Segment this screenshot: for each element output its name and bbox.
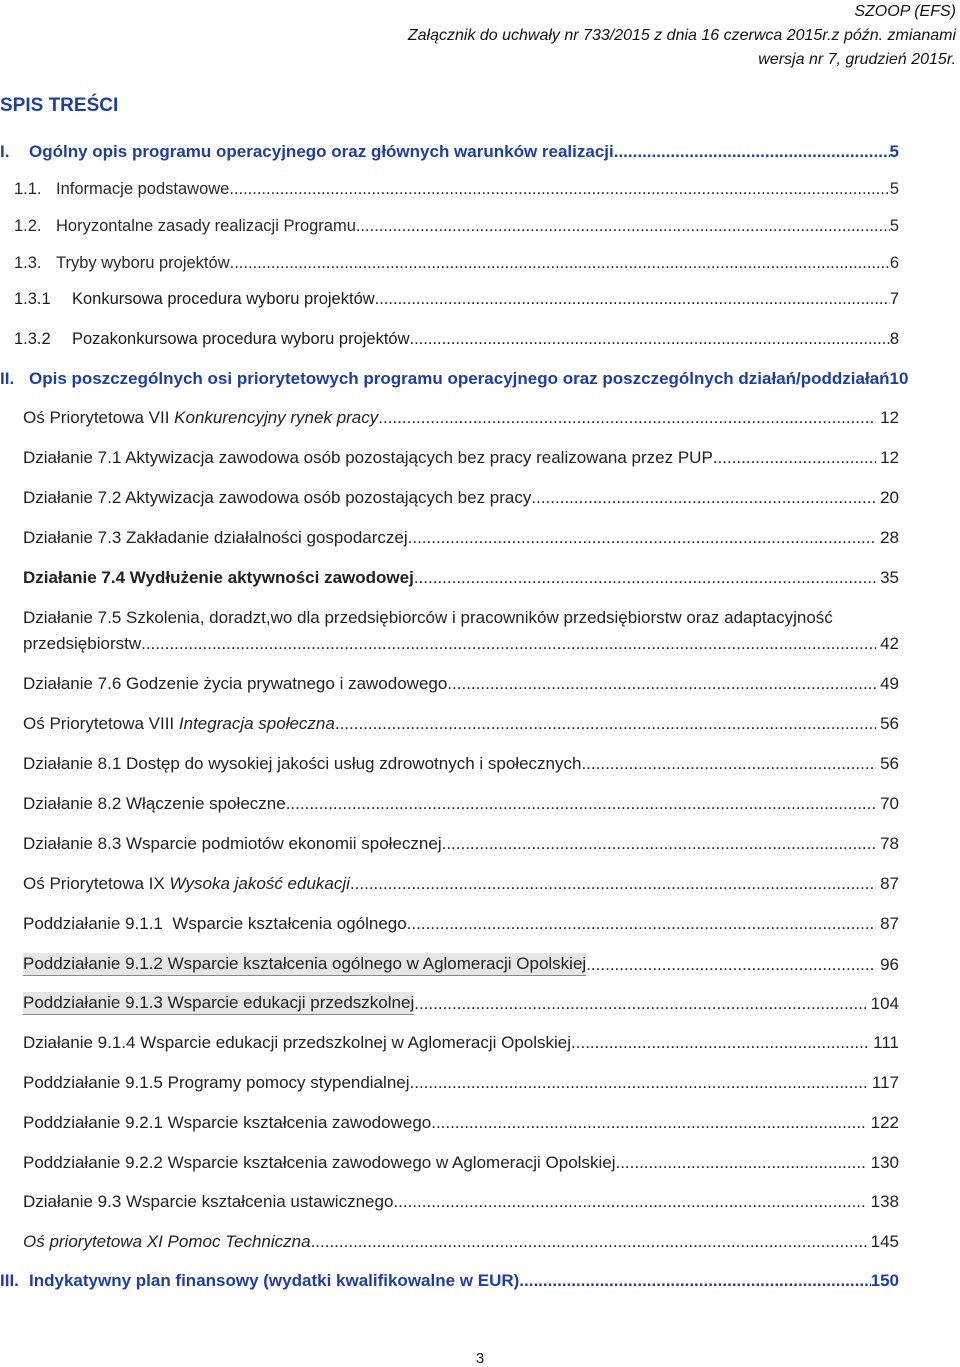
toc-entry-label-line1: Działanie 7.5 Szkolenia, doradzt,wo dla przedsiębiorców i pracowników przedsiębiorstw oraz adaptacyjność <box>23 608 833 627</box>
toc-entry-page: 138 <box>870 1192 899 1211</box>
toc-leader-dots <box>410 328 890 350</box>
axis-prefix: Oś Priorytetowa IX <box>23 874 165 893</box>
toc-entry-action-9-3[interactable] <box>0 1191 899 1213</box>
toc-leader-dots <box>531 487 876 509</box>
toc-entry-page: 56 <box>880 754 899 773</box>
toc-entry-action-9-1-4[interactable] <box>0 1032 899 1054</box>
toc-leader-dots <box>375 288 890 310</box>
toc-entry-action-8-3[interactable] <box>0 833 899 855</box>
toc-entry-subaction-9-2-2[interactable] <box>0 1152 899 1174</box>
toc-entry-page: 42 <box>880 634 899 653</box>
toc-leader-dots <box>410 1072 868 1094</box>
toc-entry-action-7-4[interactable] <box>0 567 899 589</box>
toc-entry-1-3-2[interactable] <box>0 328 899 350</box>
toc-entry-page: 35 <box>880 568 899 587</box>
toc-entry-label: Działanie 7.1 Aktywizacja zawodowa osób pozostających bez pracy realizowana przez PUP <box>23 448 713 467</box>
toc-entry-label <box>23 873 350 895</box>
toc-entry-subaction-9-2-1[interactable] <box>0 1112 899 1134</box>
axis-name: Konkurencyjny rynek pracy <box>174 408 379 427</box>
toc-entry-page: 130 <box>870 1153 899 1172</box>
toc-leader-dots <box>407 913 876 935</box>
toc-entry-page: 78 <box>880 834 899 853</box>
toc-entry-label: Poddziałanie 9.1.5 Programy pomocy stypendialnej <box>23 1073 410 1092</box>
toc-entry-page: 5 <box>889 217 899 235</box>
toc-entry-1-1[interactable] <box>0 178 899 200</box>
toc-entry-page: 5 <box>889 142 899 161</box>
toc-entry-label: Działanie 7.4 Wydłużenie aktywności zawodowej <box>23 568 414 587</box>
toc-entry-page: 5 <box>889 180 899 198</box>
toc-leader-dots <box>713 447 876 469</box>
toc-entry-subaction-9-1-2[interactable] <box>0 953 899 976</box>
header-program: SZOOP (EFS) <box>854 3 956 20</box>
toc-entry-page: 49 <box>880 674 899 693</box>
toc-entry-subaction-9-1-5[interactable] <box>0 1072 899 1094</box>
toc-leader-dots <box>356 215 890 237</box>
toc-entry-number: 1.3.2 <box>14 330 51 348</box>
toc-entry-axis-8[interactable] <box>0 713 899 735</box>
toc-entry-number: 1.3. <box>14 254 42 272</box>
toc-entry-page: 145 <box>870 1232 899 1251</box>
toc-leader-dots <box>414 567 876 589</box>
axis-prefix: Oś Priorytetowa VII <box>23 408 170 427</box>
toc-entry-page: 150 <box>870 1271 899 1290</box>
toc-leader-dots <box>571 1032 869 1054</box>
toc-leader-dots <box>519 1270 870 1292</box>
toc-entry-label: Tryby wyboru projektów <box>56 254 230 272</box>
toc-leader-dots <box>442 833 876 855</box>
axis-prefix: Oś Priorytetowa VIII <box>23 714 175 733</box>
toc-entry-axis-7[interactable] <box>0 407 899 429</box>
toc-entry-axis-11[interactable] <box>0 1231 899 1253</box>
toc-entry-label: Konkursowa procedura wyboru projektów <box>72 290 375 308</box>
toc-leader-dots <box>414 993 866 1015</box>
toc-entry-label: Poddziałanie 9.1.2 Wsparcie kształcenia ogólnego w Aglomeracji Opolskiej <box>23 953 586 976</box>
toc-entry-page: 12 <box>880 408 899 427</box>
toc-entry-subaction-9-1-1[interactable] <box>0 913 899 935</box>
toc-entry-label: Działanie 8.2 Włączenie społeczne <box>23 794 286 813</box>
toc-leader-dots <box>335 713 876 735</box>
toc-entry-label <box>23 407 378 429</box>
toc-leader-dots <box>586 954 876 976</box>
toc-entry-page: 56 <box>880 714 899 733</box>
toc-leader-dots <box>350 873 876 895</box>
toc-entry-page: 28 <box>880 528 899 547</box>
toc-entry-page: 122 <box>870 1113 899 1132</box>
toc-leader-dots <box>615 1152 866 1174</box>
toc-entry-page: 70 <box>880 794 899 813</box>
toc-entry-section-3[interactable] <box>0 1270 899 1292</box>
toc-entry-page: 111 <box>873 1033 899 1052</box>
toc-entry-label: Działanie 7.3 Zakładanie działalności gospodarczej <box>23 528 408 547</box>
toc-entry-1-3[interactable] <box>0 252 899 274</box>
toc-title: SPIS TREŚCI <box>0 95 119 116</box>
toc-entry-axis-9[interactable] <box>0 873 899 895</box>
toc-entry-action-7-3[interactable] <box>0 527 899 549</box>
toc-entry-page: 8 <box>889 330 899 348</box>
toc-entry-action-7-2[interactable] <box>0 487 899 509</box>
toc-leader-dots <box>378 407 876 429</box>
toc-entry-page: 6 <box>889 254 899 272</box>
toc-entry-page: 12 <box>880 448 899 467</box>
toc-entry-1-2[interactable] <box>0 215 899 237</box>
toc-entry-label: Oś priorytetowa XI Pomoc Techniczna <box>23 1232 311 1251</box>
axis-name: Wysoka jakość edukacji <box>169 874 350 893</box>
header-version: wersja nr 7, grudzień 2015r. <box>758 51 956 68</box>
page-number: 3 <box>475 1350 485 1367</box>
toc-entry-label: Działanie 8.3 Wsparcie podmiotów ekonomii społecznej <box>23 834 442 853</box>
toc-entry-page: 20 <box>880 488 899 507</box>
toc-entry-section-1[interactable] <box>0 141 899 163</box>
toc-entry-label: Działanie 7.2 Aktywizacja zawodowa osób pozostających bez pracy <box>23 488 532 507</box>
toc-entry-page: 87 <box>880 914 899 933</box>
toc-leader-dots <box>431 1112 866 1134</box>
toc-entry-page: 7 <box>889 290 899 308</box>
toc-leader-dots <box>581 753 876 775</box>
toc-entry-label: Horyzontalne zasady realizacji Programu <box>56 217 356 235</box>
toc-entry-action-7-6[interactable] <box>0 673 899 695</box>
toc-leader-dots <box>141 633 876 655</box>
toc-entry-page: 117 <box>871 1073 899 1092</box>
header-resolution: Załącznik do uchwały nr 733/2015 z dnia 16 czerwca 2015r.z późn. zmianami <box>407 27 956 44</box>
toc-leader-dots <box>447 673 876 695</box>
toc-entry-label: Poddziałanie 9.1.1 Wsparcie kształcenia ogólnego <box>23 914 407 933</box>
toc-entry-label: Działanie 9.1.4 Wsparcie edukacji przedszkolnej w Aglomeracji Opolskiej <box>23 1033 572 1052</box>
toc-entry-action-7-1[interactable] <box>0 447 899 469</box>
toc-entry-number: 1.2. <box>14 217 42 235</box>
document-header <box>408 0 956 72</box>
toc-entry-label: Informacje podstawowe <box>56 180 230 198</box>
toc-leader-dots <box>408 527 876 549</box>
toc-entry-page: 104 <box>870 994 899 1013</box>
toc-leader-dots <box>229 178 889 200</box>
toc-entry-label: Opis poszczególnych osi priorytetowych programu operacyjnego oraz poszczególnych działań/poddziałań <box>29 369 890 388</box>
toc-entry-subaction-9-1-3[interactable] <box>0 992 899 1015</box>
toc-entry-label: Poddziałanie 9.2.2 Wsparcie kształcenia zawodowego w Aglomeracji Opolskiej <box>23 1153 616 1172</box>
toc-entry-label: Działanie 9.3 Wsparcie kształcenia ustawicznego <box>23 1192 394 1211</box>
toc-entry-action-8-1[interactable] <box>0 753 899 775</box>
toc-leader-dots <box>230 252 890 274</box>
toc-entry-action-7-5[interactable] <box>0 607 899 655</box>
toc-entry-label <box>23 713 335 735</box>
toc-entry-label: Działanie 8.1 Dostęp do wysokiej jakości usług zdrowotnych i społecznych <box>23 754 582 773</box>
toc-leader-dots <box>393 1191 866 1213</box>
toc-entry-label: Poddziałanie 9.1.3 Wsparcie edukacji przedszkolnej <box>23 992 414 1015</box>
toc-entry-page: 87 <box>880 874 899 893</box>
toc-leader-dots <box>614 141 890 163</box>
toc-entry-number: 1.3.1 <box>14 290 51 308</box>
toc-entry-label: Ogólny opis programu operacyjnego oraz głównych warunków realizacji <box>29 142 614 161</box>
toc-entry-number: III. <box>0 1271 19 1290</box>
toc-leader-dots <box>311 1231 867 1253</box>
toc-entry-section-2[interactable] <box>0 368 915 390</box>
toc-entry-number: II. <box>0 369 15 388</box>
toc-entry-1-3-1[interactable] <box>0 288 899 310</box>
toc-entry-page: 10 <box>889 369 909 388</box>
toc-entry-label-line2: przedsiębiorstw <box>23 634 142 653</box>
toc-entry-label: Poddziałanie 9.2.1 Wsparcie kształcenia zawodowego <box>23 1113 432 1132</box>
axis-name: Integracja społeczna <box>178 714 335 733</box>
toc-entry-number: 1.1. <box>14 180 42 198</box>
toc-entry-number: I. <box>0 142 10 161</box>
toc-leader-dots <box>286 793 876 815</box>
toc-entry-page: 96 <box>880 955 899 974</box>
toc-entry-action-8-2[interactable] <box>0 793 899 815</box>
toc-entry-label: Indykatywny plan finansowy (wydatki kwalifikowalne w EUR) <box>29 1271 520 1290</box>
toc-entry-label: Pozakonkursowa procedura wyboru projektów <box>72 330 410 348</box>
toc-entry-label: Działanie 7.6 Godzenie życia prywatnego i zawodowego <box>23 674 448 693</box>
